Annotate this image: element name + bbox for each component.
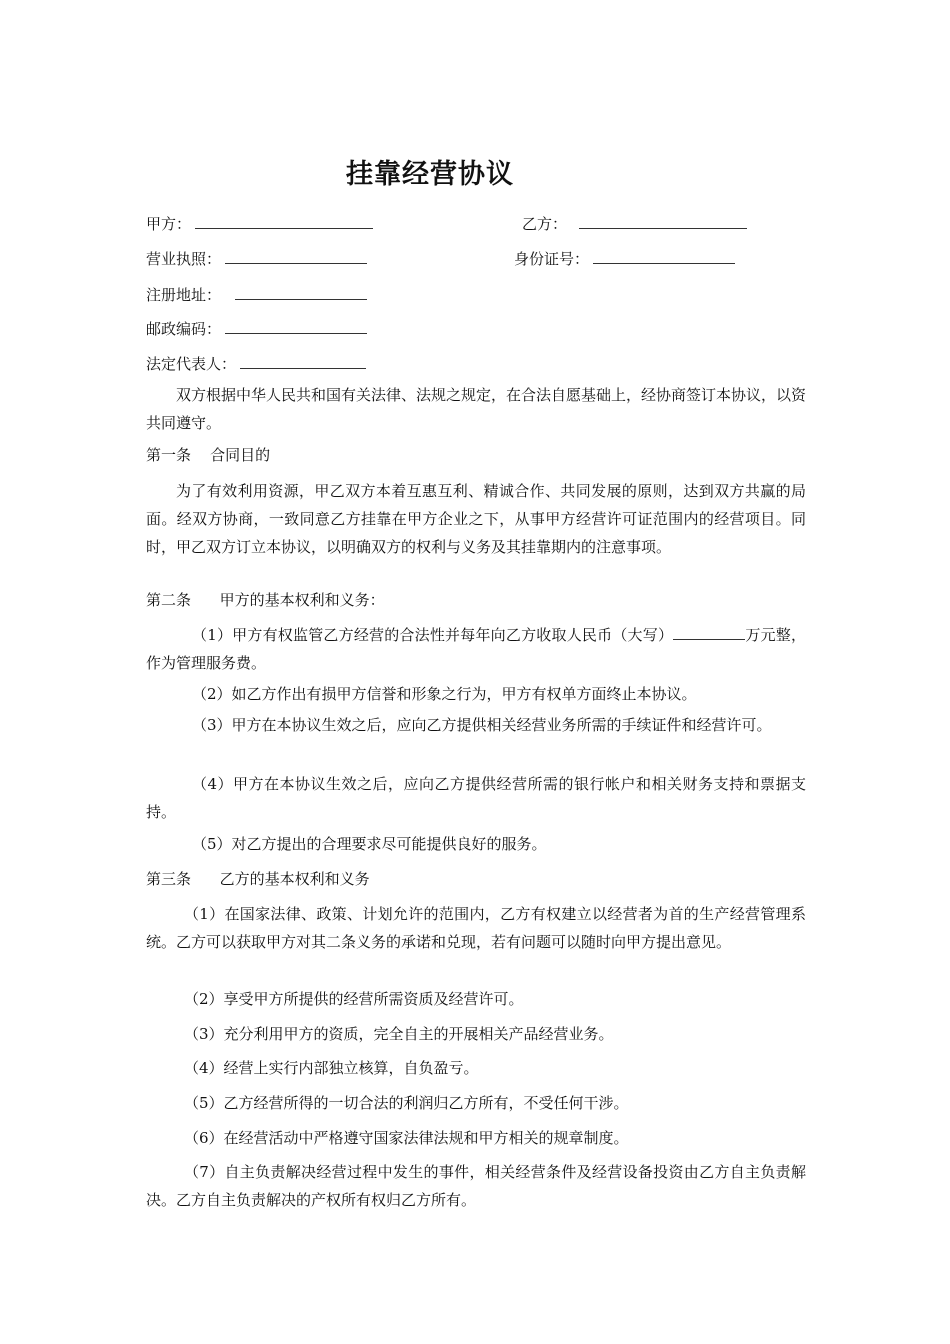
- license-field: [146, 248, 367, 269]
- article1-body: 为了有效利用资源，甲乙双方本着互惠互利、精诚合作、共同发展的原则，达到双方共赢的局面。经双方协商，一致同意乙方挂靠在甲方企业之下，从事甲方经营许可证范围内的经营项目。同时，甲乙双方订立本协议，以明确双方的权利与义务及其挂靠期内的注意事项。: [146, 482, 806, 556]
- article1-heading: 第一条 合同目的: [146, 446, 271, 464]
- article2-item4: （4）甲方在本协议生效之后，应向乙方提供经营所需的银行帐户和相关财务支持和票据支持。: [146, 775, 806, 821]
- article3-item4: （4）经营上实行内部独立核算，自负盈亏。: [184, 1059, 479, 1077]
- article3-item6: （6）在经营活动中严格遵守国家法律法规和甲方相关的规章制度。: [184, 1129, 629, 1147]
- article3-item1: （1）在国家法律、政策、计划允许的范围内，乙方有权建立以经营者为首的生产经营管理系统。乙方可以获取甲方对其二条义务的承诺和兑现，若有问题可以随时向甲方提出意见。: [146, 905, 806, 951]
- party-a-field: [146, 213, 373, 234]
- party-a-label: 甲方：: [146, 215, 192, 233]
- article3-heading: 第三条 乙方的基本权利和义务: [146, 870, 370, 888]
- id-number-label: 身份证号：: [514, 250, 590, 268]
- id-number-field: [514, 248, 735, 269]
- article2-item1: [146, 621, 806, 677]
- postcode-label: 邮政编码：: [146, 320, 222, 338]
- document-title: 挂靠经营协议: [346, 159, 514, 190]
- address-label: 注册地址：: [146, 286, 222, 304]
- article2-item5: （5）对乙方提出的合理要求尽可能提供良好的服务。: [192, 835, 547, 853]
- legal-rep-field: [146, 353, 366, 374]
- id-number-blank[interactable]: [593, 248, 735, 264]
- article2-item2: （2）如乙方作出有损甲方信誉和形象之行为，甲方有权单方面终止本协议。: [192, 685, 697, 703]
- article3-item2: （2）享受甲方所提供的经营所需资质及经营许可。: [184, 990, 524, 1008]
- article2-item3: （3）甲方在本协议生效之后，应向乙方提供相关经营业务所需的手续证件和经营许可。: [192, 716, 772, 734]
- article2-item1-text-b: 万元整，作为管理服务费。: [146, 626, 806, 672]
- party-a-blank[interactable]: [195, 213, 373, 229]
- legal-rep-label: 法定代表人：: [146, 355, 237, 373]
- article2-heading: 第二条 甲方的基本权利和义务：: [146, 591, 385, 609]
- address-field: [146, 284, 367, 305]
- intro-paragraph: 双方根据中华人民共和国有关法律、法规之规定，在合法自愿基础上，经协商签订本协议，以资共同遵守。: [146, 386, 807, 432]
- license-blank[interactable]: [225, 248, 367, 264]
- party-b-label: 乙方：: [522, 215, 568, 233]
- article3-item3: （3）充分利用甲方的资质，完全自主的开展相关产品经营业务。: [184, 1025, 614, 1043]
- article3-item7: （7）自主负责解决经营过程中发生的事件，相关经营条件及经营设备投资由乙方自主负责解决。乙方自主负责解决的产权所有权归乙方所有。: [146, 1163, 806, 1209]
- license-label: 营业执照：: [146, 250, 222, 268]
- legal-rep-blank[interactable]: [240, 353, 366, 369]
- article3-item5: （5）乙方经营所得的一切合法的利润归乙方所有，不受任何干涉。: [184, 1094, 629, 1112]
- party-b-field: [522, 213, 747, 234]
- postcode-blank[interactable]: [225, 318, 367, 334]
- article2-item1-text-a: （1）甲方有权监管乙方经营的合法性并每年向乙方收取人民币（大写）: [192, 626, 674, 644]
- party-b-blank[interactable]: [579, 213, 747, 229]
- postcode-field: [146, 318, 367, 339]
- address-blank[interactable]: [235, 284, 367, 300]
- fee-amount-blank[interactable]: [673, 625, 745, 640]
